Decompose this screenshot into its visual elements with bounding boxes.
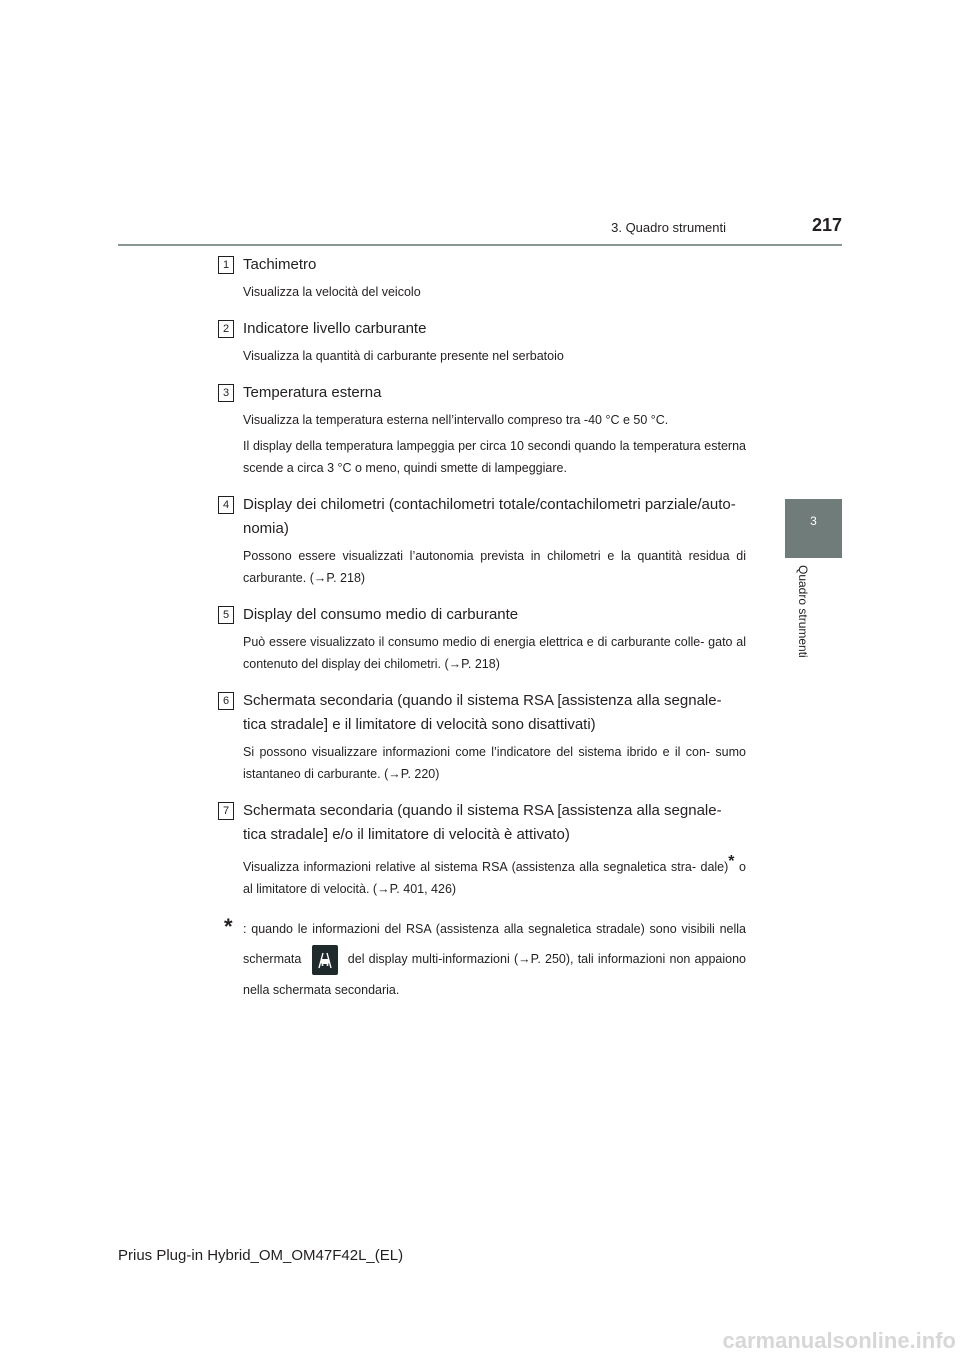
desc-text: Visualizza informazioni relative al sistema RSA (assistenza alla segnaletica stra- dale) — [243, 860, 729, 875]
list-item — [218, 493, 746, 589]
footnote-star: * — [224, 914, 233, 940]
item-heading — [218, 493, 746, 541]
item-number-badge: 6 — [218, 692, 234, 710]
header-rule — [118, 244, 842, 246]
desc-text: o al limitatore di velocità. (→P. 401, 426) — [243, 860, 746, 897]
item-description: Il display della temperatura lampeggia per circa 10 secondi quando la temperatura esterna scende a circa 3 °C o meno, quindi smette di lampeggiare. — [243, 439, 746, 475]
item-title: Temperatura esterna — [243, 384, 382, 401]
list-item — [218, 799, 746, 900]
item-description: Possono essere visualizzati l’autonomia prevista in chilometri e la quantità residua di carburante. (→P. 218) — [243, 549, 746, 585]
item-title: Schermata secondaria (quando il sistema RSA [assistenza alla segnale- tica stradale] e/o il limitatore di velocità è attivato) — [243, 802, 722, 843]
item-heading — [218, 381, 746, 405]
item-title: Indicatore livello carburante — [243, 320, 427, 337]
item-description: Visualizza la temperatura esterna nell’intervallo compreso tra -40 °C e 50 °C. — [243, 413, 669, 427]
item-heading — [218, 317, 746, 341]
chapter-number: 3 — [810, 514, 817, 528]
item-title: Display del consumo medio di carburante — [243, 606, 519, 623]
list-item — [218, 381, 746, 479]
footer-model-code: Prius Plug-in Hybrid_OM_OM47F42L_(EL) — [118, 1247, 404, 1264]
item-number-badge: 2 — [218, 320, 234, 338]
item-title: Tachimetro — [243, 256, 317, 273]
chapter-label: Quadro strumenti — [796, 565, 810, 658]
item-description: Visualizza la quantità di carburante presente nel serbatoio — [243, 349, 564, 363]
item-number-badge: 1 — [218, 256, 234, 274]
item-number-badge: 3 — [218, 384, 234, 402]
item-heading — [218, 603, 746, 627]
rsa-screen-icon — [312, 945, 338, 975]
footnote — [218, 914, 746, 1005]
item-heading — [218, 253, 746, 277]
item-title: Display dei chilometri (contachilometri totale/contachilometri parziale/auto- nomia) — [243, 496, 736, 537]
item-description: Può essere visualizzato il consumo medio di energia elettrica e di carburante colle- gato al contenuto del display dei chilometri. (→P. 218) — [243, 635, 746, 671]
item-description: Si possono visualizzare informazioni come l’indicatore del sistema ibrido e il con- sumo istantaneo di carburante. (→P. 220) — [243, 745, 746, 781]
item-heading — [218, 689, 746, 737]
item-number-badge: 7 — [218, 802, 234, 820]
list-item — [218, 317, 746, 367]
item-description — [218, 851, 746, 900]
watermark: carmanualsonline.info — [722, 1328, 956, 1353]
list-item — [218, 603, 746, 675]
item-list — [218, 253, 746, 1005]
item-title: Schermata secondaria (quando il sistema RSA [assistenza alla segnale- tica stradale] e il limitatore di velocità sono disattivati) — [243, 692, 722, 733]
footnote-text: del display multi-informazioni (→P. 250), tali informazioni non appaiono nella schermata secondaria. — [243, 952, 746, 997]
item-heading — [218, 799, 746, 847]
item-number-badge: 4 — [218, 496, 234, 514]
page-number: 217 — [811, 215, 842, 235]
section-title: 3. Quadro strumenti — [611, 220, 726, 235]
chapter-tab — [785, 499, 842, 558]
list-item — [218, 253, 746, 303]
footnote-text: : quando le informazioni del RSA (assistenza alla segnaletica stradale) sono visibili nella schermata — [243, 922, 746, 967]
list-item — [218, 689, 746, 785]
car-road-sign-icon — [315, 950, 335, 970]
item-description: Visualizza la velocità del veicolo — [243, 285, 421, 299]
item-number-badge: 5 — [218, 606, 234, 624]
page-header — [118, 0, 842, 246]
footnote-marker: * — [728, 853, 735, 870]
